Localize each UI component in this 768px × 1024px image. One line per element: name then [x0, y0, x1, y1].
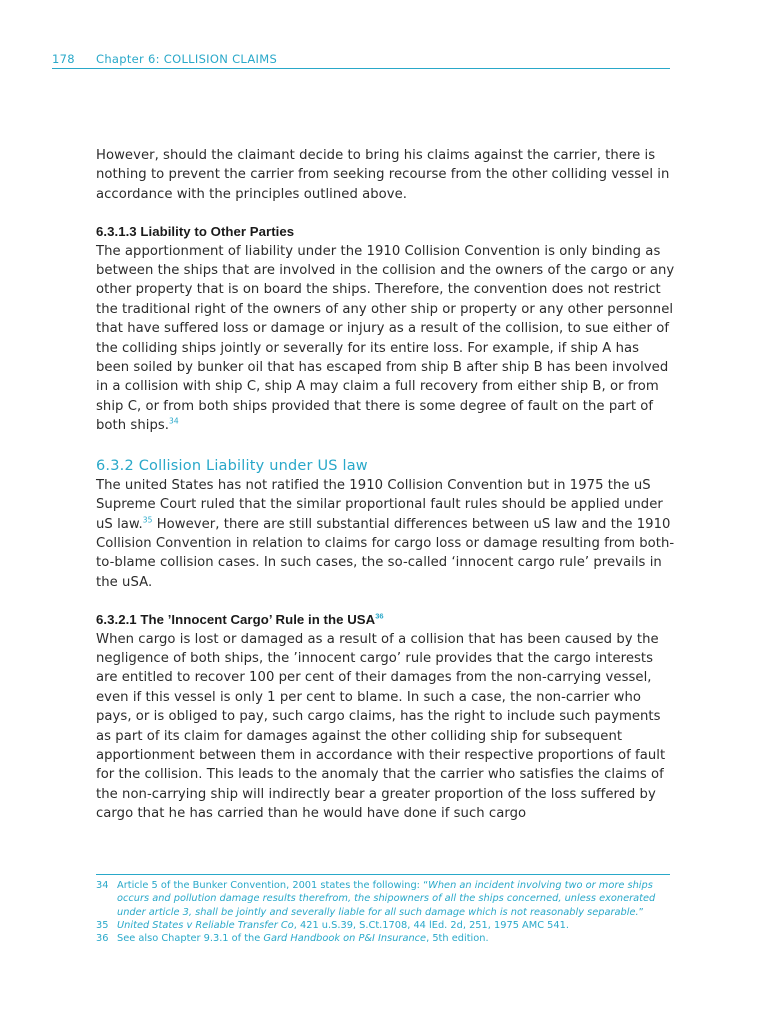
section-heading-632: 6.3.2 Collision Liability under US law — [96, 457, 368, 474]
running-header — [52, 52, 670, 69]
footnotes — [96, 874, 670, 945]
footnote-text: Article 5 of the Bunker Convention, 2001 states the following: “ — [117, 880, 429, 891]
paragraph-text: The apportionment of liability under the 1910 Collision Convention is only binding as between the ships that are involved in the collision and the owners of the cargo or any other property that is on board the ships. Therefore, the convention does not restrict the traditional right of the owners of any other ship or property or any other personnel that have suffered loss or damage or injury as a result of the collision, to sue either of the colliding ships jointly or severally for its entire loss. For example, if ship A has been soiled by bunker oil that has escaped from ship B after ship B has been involved in a collision with ship C, ship A may claim a full recovery from either ship B, or from ship C, or from both ships provided that there is some degree of fault on the part of both ships. — [96, 243, 675, 434]
footnote-number: 36 — [96, 933, 109, 945]
heading-text: 6.3.2.1 The ’Innocent Cargo’ Rule in the USA — [96, 612, 376, 628]
section-paragraph-632 — [96, 476, 676, 592]
section-paragraph-6321: When cargo is lost or damaged as a result of a collision that has been caused by the negligence of both ships, the ’innocent cargo’ rule provides that the cargo interests are entitled to recover 100 per cent of their damages from the non-carrying vessel, even if this vessel is only 1 per cent to blame. In such a case, the non-carrier who pays, or is obliged to pay, such cargo claims, has the right to include such payments as part of its claim for damages against the other colliding ship for subsequent apportionment between them in accordance with their respective proportions of fault for the collision. This leads to the anomaly that the carrier who satisfies the claims of the non-carrying ship will indirectly bear a greater proportion of the loss suffered by cargo that he has carried than he would have done if such cargo — [96, 631, 666, 822]
footnote-case-name: United States v Reliable Transfer Co — [117, 919, 294, 931]
footnote-36 — [96, 932, 670, 945]
paragraph-text: The united States has not ratified the 1910 Collision Convention but in 1975 the uS Supreme Court ruled that the similar proportional fault rules should be applied under uS law. — [96, 477, 663, 532]
footnote-number: 35 — [96, 919, 109, 931]
footnote-34 — [96, 879, 670, 919]
main-text — [96, 146, 676, 824]
page-number: 178 — [52, 52, 75, 66]
footnote-text-after: , 5th edition. — [426, 933, 489, 945]
section-heading-6313: 6.3.1.3 Liability to Other Parties — [96, 224, 295, 240]
footnote-reference-34[interactable]: 34 — [169, 416, 179, 426]
chapter-title: Chapter 6: COLLISION CLAIMS — [96, 52, 278, 66]
footnote-reference-35[interactable]: 35 — [142, 515, 153, 525]
footnote-text-after: ” — [638, 906, 644, 918]
footnote-number: 34 — [96, 880, 109, 891]
footnote-quote: When an incident involving two or more ships occurs and pollution damage results therefrom, the shipowners of all the ships concerned, unless exonerated under article 3, shall be jointly and severally liable for all such damage which is not reasonably separable. — [117, 880, 656, 918]
footnote-reference-36[interactable]: 36 — [375, 611, 384, 621]
footnote-book-title: Gard Handbook on P&I Insurance — [263, 933, 427, 945]
section-paragraph-6313 — [96, 242, 676, 436]
footnote-text: , 421 u.S.39, S.Ct.1708, 44 lEd. 2d, 251, 1975 AMC 541. — [293, 919, 569, 931]
footnote-35 — [96, 919, 670, 932]
footnote-text: See also Chapter 9.3.1 of the — [117, 933, 264, 945]
paragraph-text-continued: However, there are still substantial differences between uS law and the 1910 Collision Convention in relation to claims for cargo loss or damage resulting from both-to-blame collision cases. In such cases, the so-called ‘innocent cargo rule’ prevails in the uSA. — [96, 516, 675, 590]
intro-paragraph: However, should the claimant decide to bring his claims against the carrier, there is nothing to prevent the carrier from seeking recourse from the other colliding vessel in accordance with the principles outlined above. — [96, 148, 670, 202]
section-heading-6321 — [96, 610, 676, 629]
